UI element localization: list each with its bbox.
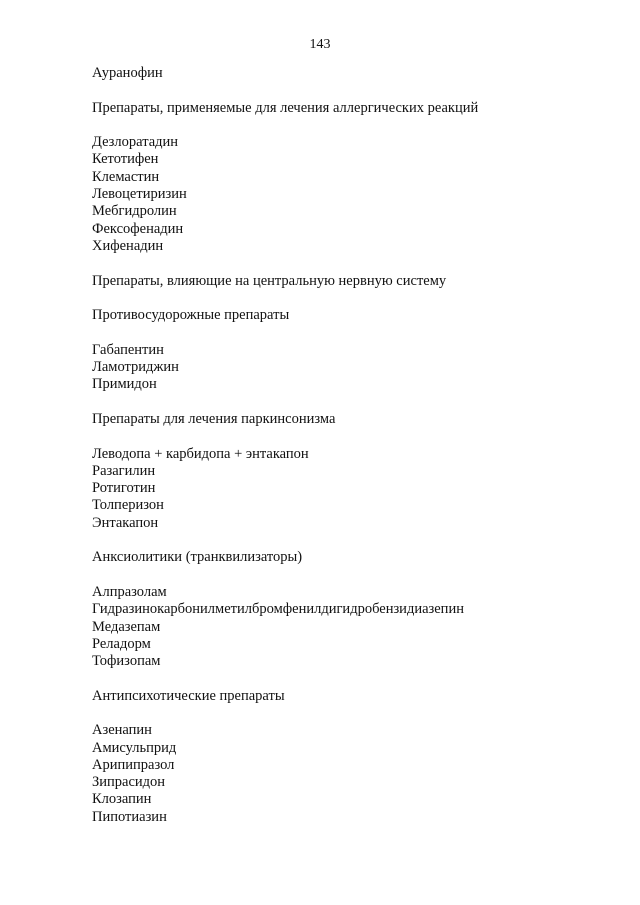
drug-name: Тофизопам bbox=[92, 653, 161, 670]
paragraph-gap bbox=[92, 255, 612, 272]
section-heading: Анксиолитики (транквилизаторы) bbox=[92, 549, 303, 566]
paragraph-gap bbox=[92, 117, 612, 134]
drug-list bbox=[92, 722, 612, 826]
paragraph-gap bbox=[92, 290, 612, 307]
drug-name: Гидразинокарбонилметилбромфенилдигидробензидиазепин bbox=[92, 601, 464, 618]
drug-name: Зипрасидон bbox=[92, 774, 166, 791]
drug-name: Ротиготин bbox=[92, 480, 156, 497]
drug-name: Примидон bbox=[92, 376, 157, 393]
section-heading-block bbox=[92, 307, 612, 324]
paragraph-gap bbox=[92, 428, 612, 445]
drug-name: Энтакапон bbox=[92, 514, 159, 531]
drug-name: Разагилин bbox=[92, 462, 156, 479]
drug-name: Левоцетиризин bbox=[92, 186, 187, 203]
drug-list bbox=[92, 446, 612, 532]
paragraph-gap bbox=[92, 82, 612, 99]
drug-list bbox=[92, 134, 612, 255]
drug-name: Кетотифен bbox=[92, 151, 159, 168]
drug-name: Азенапин bbox=[92, 722, 152, 739]
document-body bbox=[92, 65, 612, 826]
drug-name: Ламотриджин bbox=[92, 359, 179, 376]
page-number: 143 bbox=[309, 37, 331, 52]
section-heading-block bbox=[92, 411, 612, 428]
paragraph-gap bbox=[92, 567, 612, 584]
section-heading-block bbox=[92, 688, 612, 705]
section-heading: Препараты для лечения паркинсонизма bbox=[92, 410, 336, 427]
section-heading: Препараты, влияющие на центральную нервную систему bbox=[92, 272, 447, 289]
drug-name: Дезлоратадин bbox=[92, 134, 179, 151]
drug-name: Толперизон bbox=[92, 497, 164, 514]
section-heading-block bbox=[92, 273, 612, 290]
section-heading: Ауранофин bbox=[92, 65, 163, 81]
section-heading: Противосудорожные препараты bbox=[92, 307, 290, 324]
drug-name: Мебгидролин bbox=[92, 203, 177, 220]
drug-name: Габапентин bbox=[92, 341, 164, 358]
drug-name: Амисульприд bbox=[92, 739, 177, 756]
section-heading: Препараты, применяемые для лечения аллергических реакций bbox=[92, 99, 479, 116]
paragraph-gap bbox=[92, 324, 612, 341]
section-heading-block bbox=[92, 65, 612, 82]
section-heading-block bbox=[92, 549, 612, 566]
drug-name: Хифенадин bbox=[92, 237, 164, 254]
drug-name: Клозапин bbox=[92, 791, 152, 808]
drug-name: Медазепам bbox=[92, 618, 161, 635]
paragraph-gap bbox=[92, 670, 612, 687]
drug-list bbox=[92, 342, 612, 394]
section-heading: Антипсихотические препараты bbox=[92, 687, 285, 704]
drug-name: Пипотиазин bbox=[92, 808, 167, 825]
drug-name: Фексофенадин bbox=[92, 220, 184, 237]
drug-name: Алпразолам bbox=[92, 583, 167, 600]
drug-list bbox=[92, 584, 612, 670]
drug-name: Реладорм bbox=[92, 635, 151, 652]
drug-name: Леводопа + карбидопа + энтакапон bbox=[92, 445, 309, 462]
section-heading-block bbox=[92, 100, 612, 117]
paragraph-gap bbox=[92, 394, 612, 411]
drug-name: Клемастин bbox=[92, 168, 160, 185]
paragraph-gap bbox=[92, 532, 612, 549]
drug-name: Арипипразол bbox=[92, 756, 175, 773]
paragraph-gap bbox=[92, 705, 612, 722]
